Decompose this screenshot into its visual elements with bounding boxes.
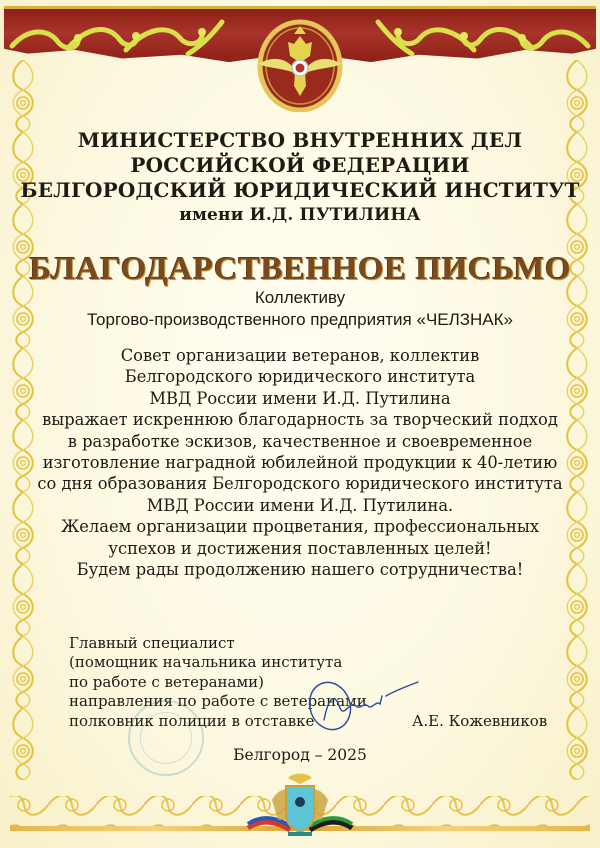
addressee-line: Торгово-производственного предприятия «ЧЕЛЗНАК» [86, 310, 514, 329]
body-line: изготовление наградной юбилейной продукции к 40-летию [42, 453, 558, 473]
signer-position-line: полковник полиции в отставке [69, 711, 315, 730]
body-line: МВД России имени И.Д. Путилина. [146, 495, 454, 515]
institute-coat-of-arms-icon [238, 770, 362, 840]
gold-scroll-ornament-left-icon [8, 18, 228, 58]
body-line: успехов и достижения поставленных целей! [108, 538, 492, 558]
header-line-named-after: имени И.Д. ПУТИЛИНА [179, 205, 421, 225]
body-line: выражает искреннюю благодарность за творческий подход [42, 410, 558, 430]
addressee-line: Коллективу [254, 288, 346, 307]
body-line: МВД России имени И.Д. Путилина [149, 388, 451, 408]
letter-body [0, 345, 600, 580]
signer-position-line: Главный специалист [69, 634, 235, 652]
body-line: в разработке эскизов, качественное и своевременное [67, 431, 533, 451]
signer-position-line: (помощник начальника института [69, 653, 343, 672]
header-line-ministry: МИНИСТЕРСТВО ВНУТРЕННИХ ДЕЛ [77, 128, 523, 152]
place-and-date: Белгород – 2025 [233, 746, 367, 764]
addressee [0, 287, 600, 331]
signer-position-line: по работе с ветеранами) [69, 672, 265, 691]
header-line-federation: РОССИЙСКОЙ ФЕДЕРАЦИИ [130, 153, 470, 177]
header-line-institute: БЕЛГОРОДСКИЙ ЮРИДИЧЕСКИЙ ИНСТИТУТ [20, 178, 580, 202]
issuer-header [0, 128, 600, 228]
body-line: Совет организации ветеранов, коллектив [120, 346, 480, 365]
double-headed-eagle-emblem-icon [250, 16, 350, 112]
signer-position-line: направления по работе с ветеранами [69, 692, 367, 711]
body-line: Белгородского юридического института [124, 367, 476, 387]
body-line: со дня образования Белгородского юридического института [37, 474, 563, 494]
signer-name: А.Е. Кожевников [412, 712, 548, 730]
body-line: Желаем организации процветания, профессиональных [60, 517, 540, 537]
handwritten-signature-icon [300, 660, 420, 740]
document-title: БЛАГОДАРСТВЕННОЕ ПИСЬМО [29, 251, 571, 287]
gold-scroll-ornament-right-icon [372, 18, 592, 58]
body-line: Будем рады продолжению нашего сотрудничества! [76, 560, 524, 580]
